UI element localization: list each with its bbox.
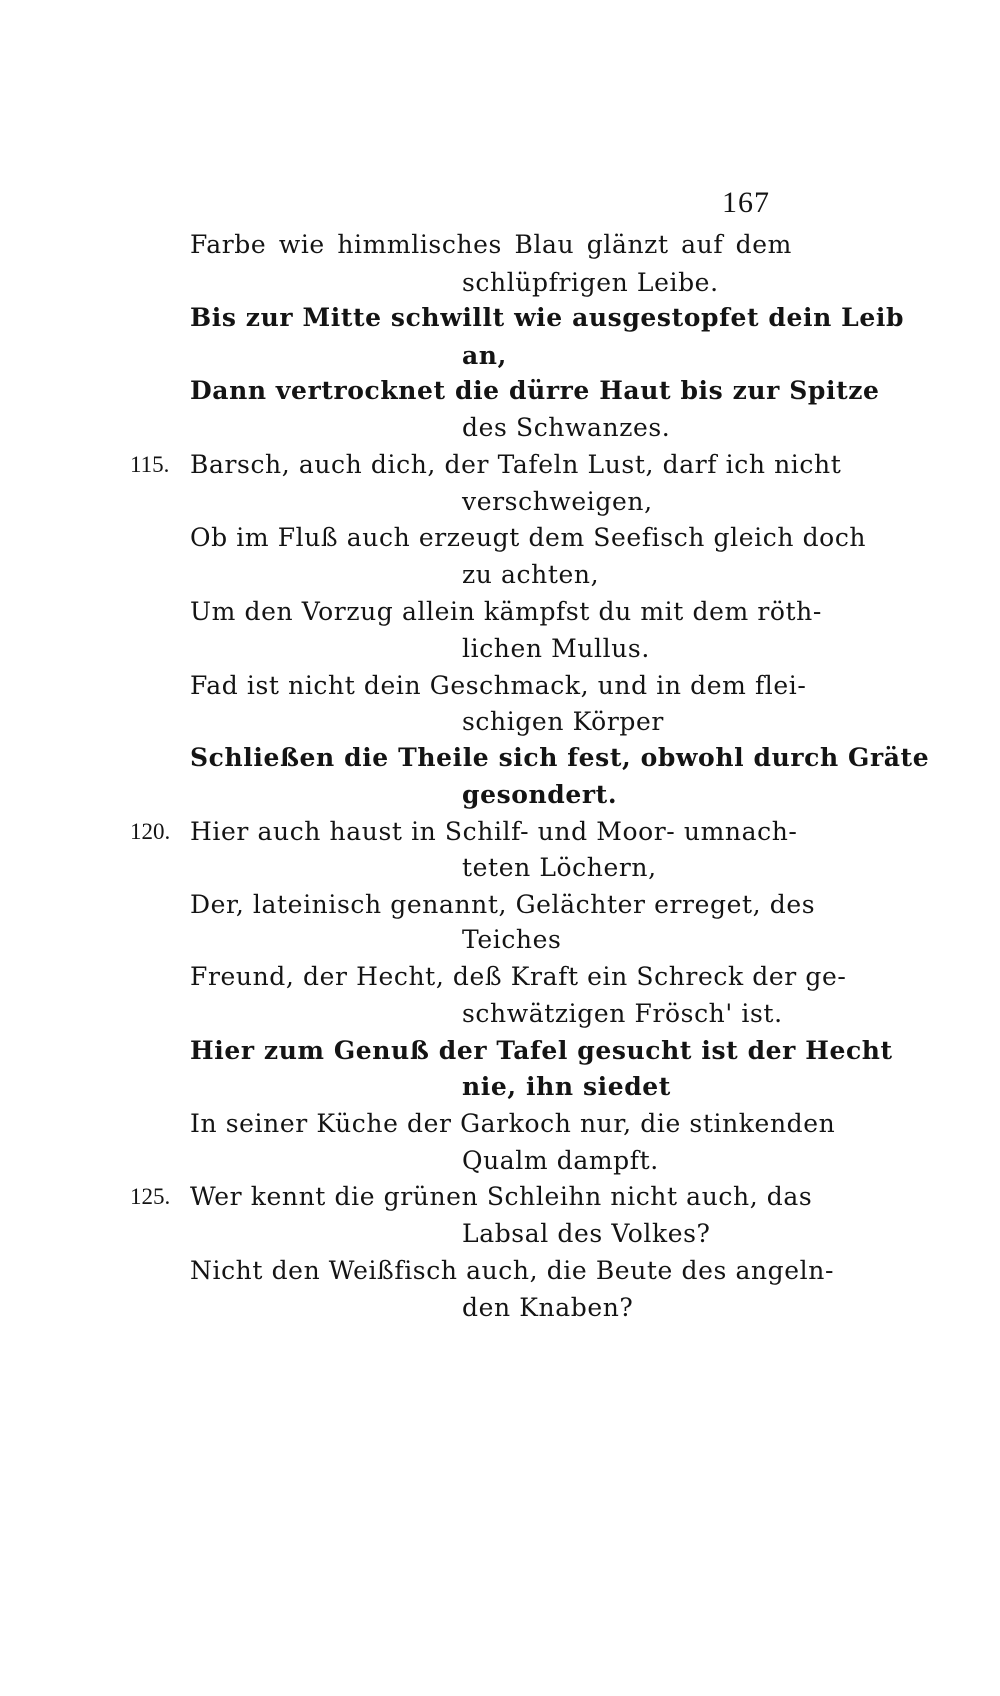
verse-line: Schließen die Theile sich fest, obwohl durch Gräte	[190, 743, 930, 772]
page-number: 167	[722, 186, 770, 219]
verse-line: Dann vertrocknet die dürre Haut bis zur Spitze	[190, 376, 880, 405]
verse-line-continuation: zu achten,	[462, 560, 600, 589]
verse-line-continuation: Qualm dampft.	[462, 1146, 659, 1175]
verse-line: Freund, der Hecht, deß Kraft ein Schreck der ge-	[190, 962, 847, 991]
verse-line: Barsch, auch dich, der Tafeln Lust, darf ich nicht	[190, 450, 842, 479]
verse-line: In seiner Küche der Garkoch nur, die stinkenden	[190, 1109, 836, 1138]
verse-line-continuation: teten Löchern,	[462, 853, 657, 882]
verse-line-continuation: schwätzigen Frösch' ist.	[462, 999, 783, 1028]
verse-line: Farbe wie himmlisches Blau glänzt auf dem	[190, 230, 792, 259]
verse-line: Bis zur Mitte schwillt wie ausgestopfet dein Leib	[190, 303, 905, 332]
verse-line-continuation: verschweigen,	[462, 487, 653, 516]
verse-line-continuation: Labsal des Volkes?	[462, 1219, 711, 1248]
verse-line-continuation: lichen Mullus.	[462, 634, 650, 663]
verse-line: Ob im Fluß auch erzeugt dem Seefisch gleich doch	[190, 523, 867, 552]
verse-line-continuation: Teiches	[462, 925, 562, 954]
verse-line-continuation: gesondert.	[462, 780, 618, 809]
verse-line: Nicht den Weißfisch auch, die Beute des angeln-	[190, 1256, 835, 1285]
verse-line: Hier zum Genuß der Tafel gesucht ist der Hecht	[190, 1036, 893, 1065]
verse-number: 115.	[130, 452, 170, 477]
verse-line-continuation: schigen Körper	[462, 707, 664, 736]
verse-line-continuation: den Knaben?	[462, 1293, 634, 1322]
verse-line-continuation: schlüpfrigen Leibe.	[462, 268, 719, 297]
verse-line: Wer kennt die grünen Schleihn nicht auch, das	[190, 1182, 813, 1211]
verse-number: 120.	[130, 819, 171, 844]
verse-line: Hier auch haust in Schilf- und Moor- umnach-	[190, 817, 798, 846]
verse-line: Fad ist nicht dein Geschmack, und in dem flei-	[190, 671, 807, 700]
verse-line-continuation: an,	[462, 341, 507, 370]
verse-line-continuation: des Schwanzes.	[462, 413, 671, 442]
verse-line: Um den Vorzug allein kämpfst du mit dem röth-	[190, 597, 822, 626]
verse-line: Der, lateinisch genannt, Gelächter erreget, des	[190, 890, 816, 919]
verse-line-continuation: nie, ihn siedet	[462, 1072, 671, 1101]
verse-number: 125.	[130, 1184, 171, 1209]
